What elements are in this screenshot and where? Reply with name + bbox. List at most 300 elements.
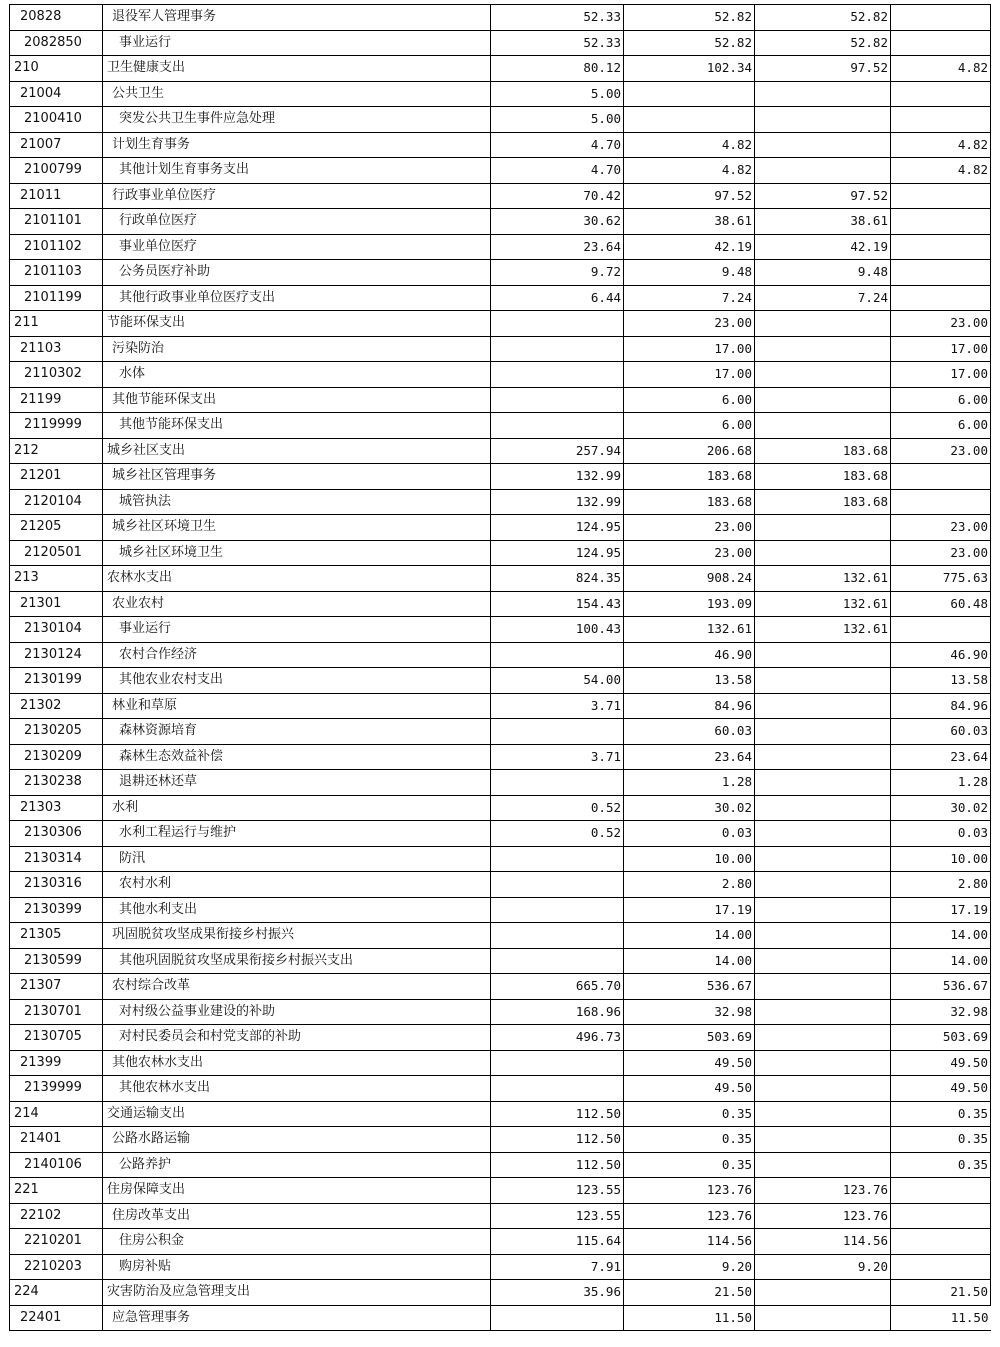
table-row (10, 591, 991, 617)
cell-code: 21205 (10, 515, 103, 541)
table-row (10, 1305, 991, 1331)
cell-value-1: 496.73 (491, 1025, 624, 1051)
cell-item-name: 农村合作经济 (103, 642, 491, 668)
cell-value-2: 32.98 (624, 999, 755, 1025)
cell-value-3 (755, 336, 891, 362)
cell-item-name: 交通运输支出 (103, 1101, 491, 1127)
cell-code: 2130701 (10, 999, 103, 1025)
cell-value-2: 11.50 (624, 1305, 755, 1331)
cell-value-3: 132.61 (755, 617, 891, 643)
cell-code: 2130104 (10, 617, 103, 643)
cell-item-name: 对村民委员会和村党支部的补助 (103, 1025, 491, 1051)
table-row (10, 1178, 991, 1204)
cell-item-name: 巩固脱贫攻坚成果衔接乡村振兴 (103, 923, 491, 949)
cell-item-name: 突发公共卫生事件应急处理 (103, 107, 491, 133)
cell-code: 2130314 (10, 846, 103, 872)
cell-code: 2101101 (10, 209, 103, 235)
table-row (10, 770, 991, 796)
table-row (10, 183, 991, 209)
cell-item-name: 城乡社区支出 (103, 438, 491, 464)
cell-item-name: 水利 (103, 795, 491, 821)
cell-item-name: 住房公积金 (103, 1229, 491, 1255)
cell-value-3: 183.68 (755, 438, 891, 464)
table-row (10, 821, 991, 847)
cell-value-4: 46.90 (891, 642, 991, 668)
cell-value-2: 0.35 (624, 1101, 755, 1127)
cell-value-2: 206.68 (624, 438, 755, 464)
cell-value-4 (891, 107, 991, 133)
table-row (10, 795, 991, 821)
cell-code: 2130124 (10, 642, 103, 668)
cell-value-4: 17.00 (891, 362, 991, 388)
cell-item-name: 其他巩固脱贫攻坚成果衔接乡村振兴支出 (103, 948, 491, 974)
cell-item-name: 农村综合改革 (103, 974, 491, 1000)
budget-expenditure-table (9, 4, 991, 1331)
cell-value-4 (891, 209, 991, 235)
cell-value-2: 14.00 (624, 948, 755, 974)
cell-value-3 (755, 540, 891, 566)
cell-value-4: 17.19 (891, 897, 991, 923)
cell-code: 2101103 (10, 260, 103, 286)
cell-value-1 (491, 336, 624, 362)
table-row (10, 107, 991, 133)
cell-value-3: 132.61 (755, 591, 891, 617)
cell-value-1 (491, 719, 624, 745)
cell-code: 224 (10, 1280, 103, 1306)
cell-value-4 (891, 5, 991, 31)
table-row (10, 540, 991, 566)
cell-item-name: 其他农业农村支出 (103, 668, 491, 694)
cell-code: 2140106 (10, 1152, 103, 1178)
cell-value-1: 115.64 (491, 1229, 624, 1255)
cell-item-name: 退役军人管理事务 (103, 5, 491, 31)
table-row (10, 56, 991, 82)
cell-item-name: 农林水支出 (103, 566, 491, 592)
cell-item-name: 行政单位医疗 (103, 209, 491, 235)
cell-value-4: 23.00 (891, 515, 991, 541)
cell-value-3 (755, 693, 891, 719)
cell-value-4: 10.00 (891, 846, 991, 872)
cell-value-4: 2.80 (891, 872, 991, 898)
cell-value-3 (755, 821, 891, 847)
cell-code: 211 (10, 311, 103, 337)
cell-value-1: 124.95 (491, 515, 624, 541)
cell-value-4 (891, 1229, 991, 1255)
cell-value-4 (891, 489, 991, 515)
table-row (10, 1280, 991, 1306)
cell-value-3 (755, 1152, 891, 1178)
cell-item-name: 城乡社区环境卫生 (103, 540, 491, 566)
cell-value-1: 124.95 (491, 540, 624, 566)
cell-value-2: 114.56 (624, 1229, 755, 1255)
table-row (10, 719, 991, 745)
table-row (10, 1101, 991, 1127)
cell-item-name: 农村水利 (103, 872, 491, 898)
cell-code: 2120501 (10, 540, 103, 566)
cell-value-3 (755, 719, 891, 745)
table-row (10, 132, 991, 158)
cell-value-1: 123.55 (491, 1203, 624, 1229)
cell-value-4 (891, 183, 991, 209)
cell-value-3 (755, 1127, 891, 1153)
cell-value-3 (755, 872, 891, 898)
cell-code: 22401 (10, 1305, 103, 1331)
cell-item-name: 应急管理事务 (103, 1305, 491, 1331)
cell-item-name: 事业运行 (103, 30, 491, 56)
cell-item-name: 水体 (103, 362, 491, 388)
cell-value-2: 23.64 (624, 744, 755, 770)
cell-code: 2130599 (10, 948, 103, 974)
cell-value-1: 4.70 (491, 158, 624, 184)
cell-value-1: 52.33 (491, 5, 624, 31)
cell-value-1: 70.42 (491, 183, 624, 209)
cell-value-1 (491, 642, 624, 668)
cell-value-3 (755, 897, 891, 923)
cell-value-2: 0.35 (624, 1127, 755, 1153)
cell-item-name: 农业农村 (103, 591, 491, 617)
cell-value-2: 123.76 (624, 1203, 755, 1229)
table-row (10, 948, 991, 974)
cell-code: 21303 (10, 795, 103, 821)
cell-value-2: 0.03 (624, 821, 755, 847)
cell-value-1: 123.55 (491, 1178, 624, 1204)
cell-code: 21301 (10, 591, 103, 617)
cell-value-4: 49.50 (891, 1076, 991, 1102)
cell-value-3 (755, 795, 891, 821)
cell-value-2: 14.00 (624, 923, 755, 949)
cell-value-4: 60.48 (891, 591, 991, 617)
cell-code: 2130399 (10, 897, 103, 923)
cell-code: 2130316 (10, 872, 103, 898)
cell-value-1: 168.96 (491, 999, 624, 1025)
cell-value-1: 132.99 (491, 464, 624, 490)
cell-code: 22102 (10, 1203, 103, 1229)
table-row (10, 642, 991, 668)
cell-value-2: 84.96 (624, 693, 755, 719)
cell-value-1 (491, 846, 624, 872)
cell-value-1 (491, 872, 624, 898)
cell-code: 2130199 (10, 668, 103, 694)
table-row (10, 1076, 991, 1102)
cell-value-2: 17.00 (624, 336, 755, 362)
table-row (10, 1127, 991, 1153)
cell-code: 21007 (10, 132, 103, 158)
cell-value-4: 23.00 (891, 438, 991, 464)
cell-value-2: 49.50 (624, 1050, 755, 1076)
cell-value-4: 6.00 (891, 413, 991, 439)
cell-code: 2130306 (10, 821, 103, 847)
table-body (10, 5, 991, 1331)
cell-item-name: 事业单位医疗 (103, 234, 491, 260)
cell-value-2: 2.80 (624, 872, 755, 898)
table-row (10, 413, 991, 439)
table-row (10, 5, 991, 31)
cell-item-name: 其他农林水支出 (103, 1050, 491, 1076)
cell-value-1: 52.33 (491, 30, 624, 56)
cell-value-1: 6.44 (491, 285, 624, 311)
table-row (10, 566, 991, 592)
cell-value-1: 112.50 (491, 1152, 624, 1178)
cell-value-3 (755, 744, 891, 770)
cell-value-1: 7.91 (491, 1254, 624, 1280)
cell-value-1: 4.70 (491, 132, 624, 158)
cell-value-3 (755, 515, 891, 541)
cell-value-2: 52.82 (624, 5, 755, 31)
cell-value-2: 23.00 (624, 515, 755, 541)
cell-value-1: 257.94 (491, 438, 624, 464)
cell-value-3 (755, 107, 891, 133)
cell-value-2: 97.52 (624, 183, 755, 209)
cell-code: 21307 (10, 974, 103, 1000)
cell-value-2: 132.61 (624, 617, 755, 643)
cell-value-2: 9.20 (624, 1254, 755, 1280)
cell-value-3 (755, 158, 891, 184)
cell-value-1: 5.00 (491, 81, 624, 107)
table-row (10, 1229, 991, 1255)
cell-value-4 (891, 81, 991, 107)
cell-value-3: 97.52 (755, 183, 891, 209)
cell-value-2: 6.00 (624, 413, 755, 439)
cell-value-2: 17.19 (624, 897, 755, 923)
cell-value-4: 21.50 (891, 1280, 991, 1306)
cell-value-3: 183.68 (755, 489, 891, 515)
cell-code: 21011 (10, 183, 103, 209)
cell-value-4: 4.82 (891, 56, 991, 82)
table-row (10, 234, 991, 260)
cell-value-1: 30.62 (491, 209, 624, 235)
cell-value-4: 49.50 (891, 1050, 991, 1076)
cell-value-4 (891, 234, 991, 260)
table-row (10, 438, 991, 464)
cell-code: 2130705 (10, 1025, 103, 1051)
cell-value-2: 42.19 (624, 234, 755, 260)
cell-value-2 (624, 81, 755, 107)
cell-value-4 (891, 285, 991, 311)
cell-value-2: 17.00 (624, 362, 755, 388)
cell-item-name: 森林资源培育 (103, 719, 491, 745)
cell-value-3: 52.82 (755, 30, 891, 56)
cell-value-3 (755, 948, 891, 974)
cell-code: 210 (10, 56, 103, 82)
cell-value-2: 6.00 (624, 387, 755, 413)
cell-value-4: 0.35 (891, 1127, 991, 1153)
table-row (10, 974, 991, 1000)
cell-item-name: 林业和草原 (103, 693, 491, 719)
cell-code: 21004 (10, 81, 103, 107)
cell-code: 2110302 (10, 362, 103, 388)
cell-value-4: 6.00 (891, 387, 991, 413)
cell-value-4 (891, 464, 991, 490)
cell-value-3 (755, 387, 891, 413)
cell-code: 21201 (10, 464, 103, 490)
cell-value-4: 1.28 (891, 770, 991, 796)
table-row (10, 81, 991, 107)
table-row (10, 999, 991, 1025)
table-row (10, 1254, 991, 1280)
table-row (10, 285, 991, 311)
cell-value-3 (755, 1025, 891, 1051)
cell-value-2: 49.50 (624, 1076, 755, 1102)
cell-value-3: 97.52 (755, 56, 891, 82)
table-row (10, 1152, 991, 1178)
cell-value-4: 4.82 (891, 158, 991, 184)
cell-item-name: 灾害防治及应急管理支出 (103, 1280, 491, 1306)
cell-value-1: 112.50 (491, 1127, 624, 1153)
table-row (10, 1025, 991, 1051)
cell-value-1 (491, 362, 624, 388)
cell-value-2: 38.61 (624, 209, 755, 235)
cell-code: 2210203 (10, 1254, 103, 1280)
cell-item-name: 退耕还林还草 (103, 770, 491, 796)
cell-item-name: 防汛 (103, 846, 491, 872)
cell-value-4 (891, 617, 991, 643)
cell-item-name: 购房补贴 (103, 1254, 491, 1280)
cell-code: 21302 (10, 693, 103, 719)
table-row (10, 1050, 991, 1076)
cell-value-4: 0.03 (891, 821, 991, 847)
cell-value-1 (491, 897, 624, 923)
cell-value-1: 3.71 (491, 693, 624, 719)
cell-value-2: 4.82 (624, 132, 755, 158)
cell-code: 2139999 (10, 1076, 103, 1102)
cell-value-4: 14.00 (891, 923, 991, 949)
cell-item-name: 对村级公益事业建设的补助 (103, 999, 491, 1025)
cell-value-4 (891, 1178, 991, 1204)
cell-value-1: 3.71 (491, 744, 624, 770)
cell-value-3 (755, 1280, 891, 1306)
cell-value-2: 908.24 (624, 566, 755, 592)
cell-value-1 (491, 311, 624, 337)
cell-item-name: 城乡社区管理事务 (103, 464, 491, 490)
cell-value-2: 9.48 (624, 260, 755, 286)
cell-value-3: 132.61 (755, 566, 891, 592)
cell-value-3: 114.56 (755, 1229, 891, 1255)
table-row (10, 209, 991, 235)
cell-code: 221 (10, 1178, 103, 1204)
table-row (10, 668, 991, 694)
cell-value-3: 52.82 (755, 5, 891, 31)
cell-code: 2100799 (10, 158, 103, 184)
cell-code: 2101199 (10, 285, 103, 311)
cell-item-name: 公共卫生 (103, 81, 491, 107)
cell-value-4: 23.00 (891, 311, 991, 337)
cell-value-1: 35.96 (491, 1280, 624, 1306)
cell-value-4 (891, 260, 991, 286)
cell-item-name: 行政事业单位医疗 (103, 183, 491, 209)
cell-code: 2130209 (10, 744, 103, 770)
cell-value-3: 9.20 (755, 1254, 891, 1280)
cell-item-name: 城管执法 (103, 489, 491, 515)
table-row (10, 617, 991, 643)
cell-value-3: 9.48 (755, 260, 891, 286)
cell-value-1 (491, 923, 624, 949)
cell-value-1 (491, 387, 624, 413)
cell-item-name: 计划生育事务 (103, 132, 491, 158)
table-row (10, 923, 991, 949)
cell-item-name: 住房保障支出 (103, 1178, 491, 1204)
cell-item-name: 节能环保支出 (103, 311, 491, 337)
cell-item-name: 事业运行 (103, 617, 491, 643)
cell-value-4 (891, 30, 991, 56)
cell-item-name: 森林生态效益补偿 (103, 744, 491, 770)
cell-value-3 (755, 362, 891, 388)
cell-value-2: 10.00 (624, 846, 755, 872)
cell-value-1 (491, 948, 624, 974)
table-row (10, 260, 991, 286)
cell-value-1: 0.52 (491, 795, 624, 821)
cell-value-1 (491, 413, 624, 439)
cell-value-2: 30.02 (624, 795, 755, 821)
cell-value-2: 4.82 (624, 158, 755, 184)
cell-value-2: 123.76 (624, 1178, 755, 1204)
cell-code: 213 (10, 566, 103, 592)
cell-code: 20828 (10, 5, 103, 31)
cell-value-2: 536.67 (624, 974, 755, 1000)
cell-value-4: 0.35 (891, 1152, 991, 1178)
table-row (10, 897, 991, 923)
cell-value-4: 23.00 (891, 540, 991, 566)
cell-value-3 (755, 1050, 891, 1076)
cell-value-2: 183.68 (624, 464, 755, 490)
cell-value-3: 183.68 (755, 464, 891, 490)
cell-value-1: 0.52 (491, 821, 624, 847)
cell-value-1 (491, 770, 624, 796)
cell-value-4 (891, 1203, 991, 1229)
cell-code: 2119999 (10, 413, 103, 439)
cell-value-1 (491, 1305, 624, 1331)
cell-value-3 (755, 81, 891, 107)
cell-value-4: 4.82 (891, 132, 991, 158)
cell-code: 214 (10, 1101, 103, 1127)
table-row (10, 30, 991, 56)
table-row (10, 158, 991, 184)
cell-value-1: 5.00 (491, 107, 624, 133)
cell-value-1: 824.35 (491, 566, 624, 592)
cell-code: 2101102 (10, 234, 103, 260)
table-row (10, 464, 991, 490)
cell-item-name: 卫生健康支出 (103, 56, 491, 82)
cell-item-name: 公路水路运输 (103, 1127, 491, 1153)
cell-value-2: 23.00 (624, 540, 755, 566)
cell-item-name: 其他计划生育事务支出 (103, 158, 491, 184)
cell-value-3: 7.24 (755, 285, 891, 311)
cell-value-3 (755, 770, 891, 796)
cell-value-1: 132.99 (491, 489, 624, 515)
cell-code: 2130205 (10, 719, 103, 745)
table-row (10, 489, 991, 515)
cell-value-4: 17.00 (891, 336, 991, 362)
cell-code: 21401 (10, 1127, 103, 1153)
cell-value-3 (755, 974, 891, 1000)
table-row (10, 744, 991, 770)
cell-value-1: 100.43 (491, 617, 624, 643)
cell-code: 2210201 (10, 1229, 103, 1255)
table-row (10, 846, 991, 872)
cell-code: 2082850 (10, 30, 103, 56)
cell-value-1: 80.12 (491, 56, 624, 82)
cell-value-4 (891, 1254, 991, 1280)
cell-value-4: 503.69 (891, 1025, 991, 1051)
cell-code: 21305 (10, 923, 103, 949)
cell-value-2: 193.09 (624, 591, 755, 617)
cell-item-name: 城乡社区环境卫生 (103, 515, 491, 541)
table-row (10, 693, 991, 719)
cell-value-3 (755, 923, 891, 949)
cell-value-4: 11.50 (891, 1305, 991, 1331)
cell-value-2: 13.58 (624, 668, 755, 694)
cell-item-name: 住房改革支出 (103, 1203, 491, 1229)
cell-value-2: 102.34 (624, 56, 755, 82)
